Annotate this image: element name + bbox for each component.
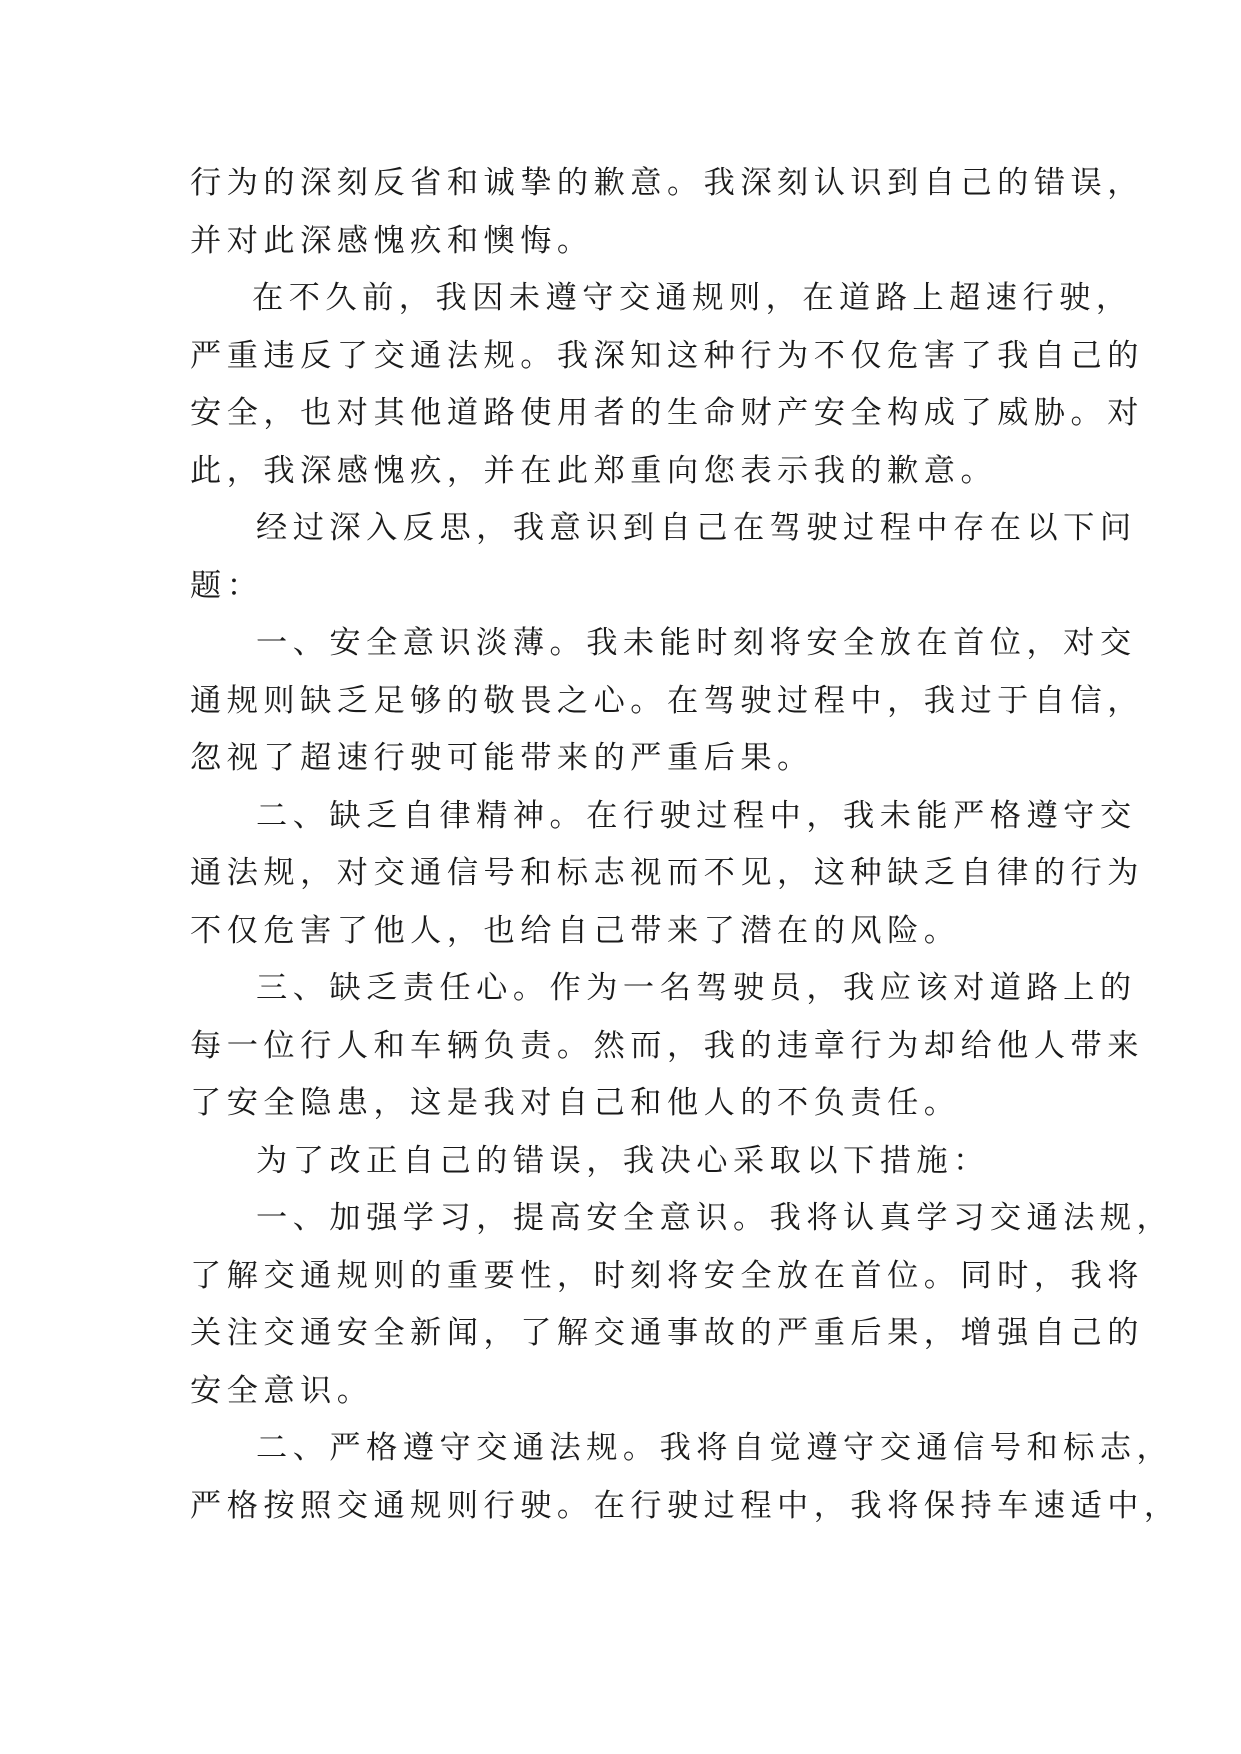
paragraph-first-line: 三、缺乏责任心。作为一名驾驶员，我应该对道路上的 <box>256 970 1137 1006</box>
paragraph-first-line: 一、加强学习，提高安全意识。我将认真学习交通法规， <box>256 1200 1174 1236</box>
text-line: 此，我深感愧疚，并在此郑重向您表示我的歉意。 <box>190 452 998 489</box>
text-line: 每一位行人和车辆负责。然而，我的违章行为却给他人带来 <box>190 1027 1144 1064</box>
text-line: 了解交通规则的重要性，时刻将安全放在首位。同时，我将 <box>190 1257 1144 1294</box>
text-line: 安全意识。 <box>190 1372 374 1409</box>
text-line: 关注交通安全新闻，了解交通事故的严重后果，增强自己的 <box>190 1315 1144 1351</box>
paragraph-first-line: 一、安全意识淡薄。我未能时刻将安全放在首位，对交 <box>256 625 1137 661</box>
text-line: 严重违反了交通法规。我深知这种行为不仅危害了我自己的 <box>190 337 1144 374</box>
paragraph-first-line: 二、缺乏自律精神。在行驶过程中，我未能严格遵守交 <box>256 797 1137 834</box>
text-line: 了安全隐患，这是我对自己和他人的不负责任。 <box>190 1085 961 1121</box>
text-line: 题： <box>190 567 264 604</box>
text-line: 严格按照交通规则行驶。在行驶过程中，我将保持车速适中， <box>190 1487 1181 1524</box>
text-line: 通规则缺乏足够的敬畏之心。在驾驶过程中，我过于自信， <box>190 682 1144 719</box>
paragraph-first-line: 在不久前，我因未遵守交通规则，在道路上超速行驶， <box>252 280 1133 316</box>
paragraph-first-line: 为了改正自己的错误，我决心采取以下措施： <box>256 1142 990 1179</box>
text-line: 行为的深刻反省和诚挚的歉意。我深刻认识到自己的错误， <box>190 165 1144 201</box>
document-body <box>190 155 1181 1535</box>
paragraph-first-line: 二、严格遵守交通法规。我将自觉遵守交通信号和标志， <box>256 1430 1174 1466</box>
text-line: 不仅危害了他人，也给自己带来了潜在的风险。 <box>190 912 961 949</box>
text-line: 安全，也对其他道路使用者的生命财产安全构成了威胁。对 <box>190 395 1144 431</box>
text-line: 通法规，对交通信号和标志视而不见，这种缺乏自律的行为 <box>190 855 1144 891</box>
text-line: 并对此深感愧疚和懊悔。 <box>190 222 594 259</box>
paragraph-first-line: 经过深入反思，我意识到自己在驾驶过程中存在以下问 <box>256 510 1137 546</box>
text-line: 忽视了超速行驶可能带来的严重后果。 <box>190 740 814 776</box>
